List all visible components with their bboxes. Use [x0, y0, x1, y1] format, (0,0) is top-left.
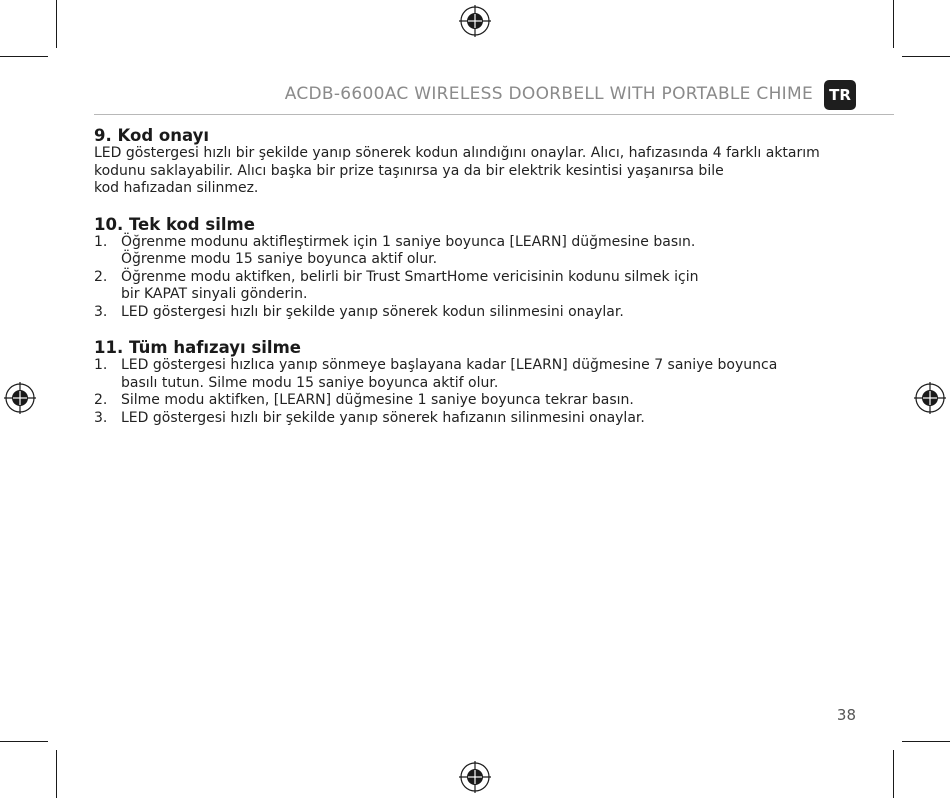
section-delete-all-memory [94, 338, 874, 427]
crop-mark [0, 56, 48, 57]
crop-mark [56, 750, 57, 798]
step-number: 1. [94, 233, 108, 250]
crop-mark [56, 0, 57, 48]
step-text: bir KAPAT sinyali gönderin. [121, 286, 308, 302]
paragraph-line: kod hafızadan silinmez. [94, 180, 259, 196]
section-heading: 9. Kod onayı [94, 126, 210, 145]
paragraph-line: kodunu saklayabilir. Alıcı başka bir prize taşınırsa ya da bir elektrik kesintisi yaşanırsa bile [94, 162, 724, 179]
step-text: Silme modu aktifken, [LEARN] düğmesine 1 saniye boyunca tekrar basın. [121, 392, 634, 408]
header-divider [94, 114, 894, 115]
step-number: 3. [94, 409, 108, 426]
crop-mark [902, 741, 950, 742]
step-text: LED göstergesi hızlı bir şekilde yanıp sönerek kodun silinmesini onaylar. [121, 303, 624, 320]
list-item [94, 357, 874, 392]
list-item [94, 410, 874, 428]
list-item [94, 304, 874, 322]
step-text: Öğrenme modunu aktifleştirmek için 1 saniye boyunca [LEARN] düğmesine basın. [121, 233, 696, 250]
step-list [94, 357, 874, 427]
crop-mark [902, 56, 950, 57]
paragraph-line: LED göstergesi hızlı bir şekilde yanıp sönerek kodun alındığını onaylar. Alıcı, hafızasında 4 farklı aktarım [94, 145, 820, 161]
registration-mark-icon [914, 382, 946, 414]
step-number: 3. [94, 303, 108, 320]
section-heading: 10. Tek kod silme [94, 214, 255, 234]
crop-mark [893, 750, 894, 798]
section-delete-single-code [94, 215, 874, 322]
list-item [94, 234, 874, 269]
step-number: 2. [94, 268, 108, 285]
step-list [94, 234, 874, 322]
step-text: Öğrenme modu aktifken, belirli bir Trust SmartHome vericisinin kodunu silmek için [121, 268, 699, 285]
list-item [94, 269, 874, 304]
language-badge: TR [824, 80, 856, 110]
section-code-confirmation [94, 126, 874, 198]
crop-mark [0, 741, 48, 742]
step-text: basılı tutun. Silme modu 15 saniye boyunca aktif olur. [121, 374, 499, 391]
registration-mark-icon [459, 5, 491, 37]
registration-mark-icon [4, 382, 36, 414]
document-title: ACDB-6600AC WIRELESS DOORBELL WITH PORTABLE CHIME [284, 84, 813, 104]
section-heading: 11. Tüm hafızayı silme [94, 338, 301, 357]
step-text: Öğrenme modu 15 saniye boyunca aktif olur. [121, 251, 438, 267]
step-number: 2. [94, 392, 108, 408]
paragraph [94, 145, 874, 198]
step-text: LED göstergesi hızlı bir şekilde yanıp sönerek hafızanın silinmesini onaylar. [121, 409, 645, 426]
page-number: 38 [836, 706, 856, 724]
crop-mark [893, 0, 894, 48]
registration-mark-icon [459, 761, 491, 793]
page-content [94, 126, 874, 427]
step-text: LED göstergesi hızlıca yanıp sönmeye başlayana kadar [LEARN] düğmesine 7 saniye boyunca [121, 357, 778, 373]
step-number: 1. [94, 357, 108, 373]
list-item [94, 392, 874, 410]
